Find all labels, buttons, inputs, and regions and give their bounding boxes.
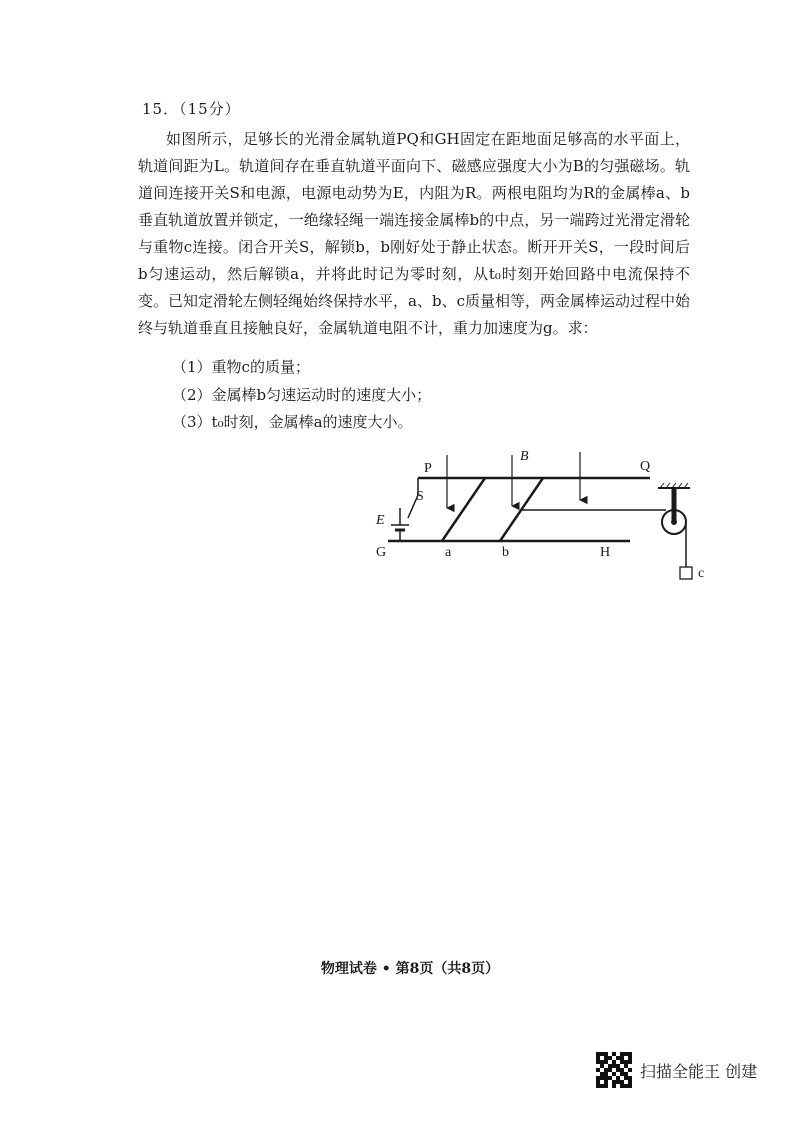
label-s: S [416, 489, 424, 504]
label-g: G [376, 545, 387, 560]
label-p: P [424, 461, 432, 476]
label-b-field: B [520, 449, 529, 464]
sub-question-3: （3）t₀时刻，金属棒a的速度大小。 [172, 413, 413, 431]
rod-a [442, 478, 485, 541]
weight-c [680, 567, 692, 579]
sub-question-1: （1）重物c的质量； [172, 358, 310, 376]
circuit-diagram [360, 440, 720, 590]
watermark-text: 扫描全能王 创建 [640, 1061, 758, 1081]
pulley-axle [671, 519, 677, 525]
label-a: a [445, 545, 452, 560]
label-q: Q [640, 459, 651, 474]
label-h: H [600, 545, 611, 560]
label-e: E [376, 513, 385, 528]
scanner-watermark [596, 1052, 757, 1088]
sub-question-2: （2）金属棒b匀速运动时的速度大小； [172, 386, 432, 404]
label-b-rod: b [502, 545, 509, 560]
page-footer: 物理试卷 • 第8页（共8页） [320, 961, 500, 977]
question-number: 15．（15分） [142, 100, 241, 118]
label-c: c [698, 566, 705, 581]
question-text: 如图所示，足够长的光滑金属轨道PQ和GH固定在距地面足够高的水平面上，轨道间距为L。轨道间存在垂直轨道平面向下、磁感应强度大小为B的匀强磁场。轨道间连接开关S和电源，电源电动势为E，内阻为R。两根电阻均为R的金属棒a、b垂直轨道放置并锁定，一绝缘轻绳一端连接金属棒b的中点，另一端跨过光滑定滑轮与重物c连接。闭合开关S，解锁b，b刚好处于静止状态。断开开关S，一段时间后b匀速运动，然后解锁a，并将此时记为零时刻，从t₀时刻开始回路中电流保持不变。已知定滑轮左侧轻绳始终保持水平，a、b、c质量相等，两金属棒运动过程中始终与轨道垂直且接触良好，金属轨道电阻不计，重力加速度为g。求： [138, 130, 690, 337]
qr-code-icon [596, 1052, 632, 1088]
question-body [138, 126, 690, 342]
